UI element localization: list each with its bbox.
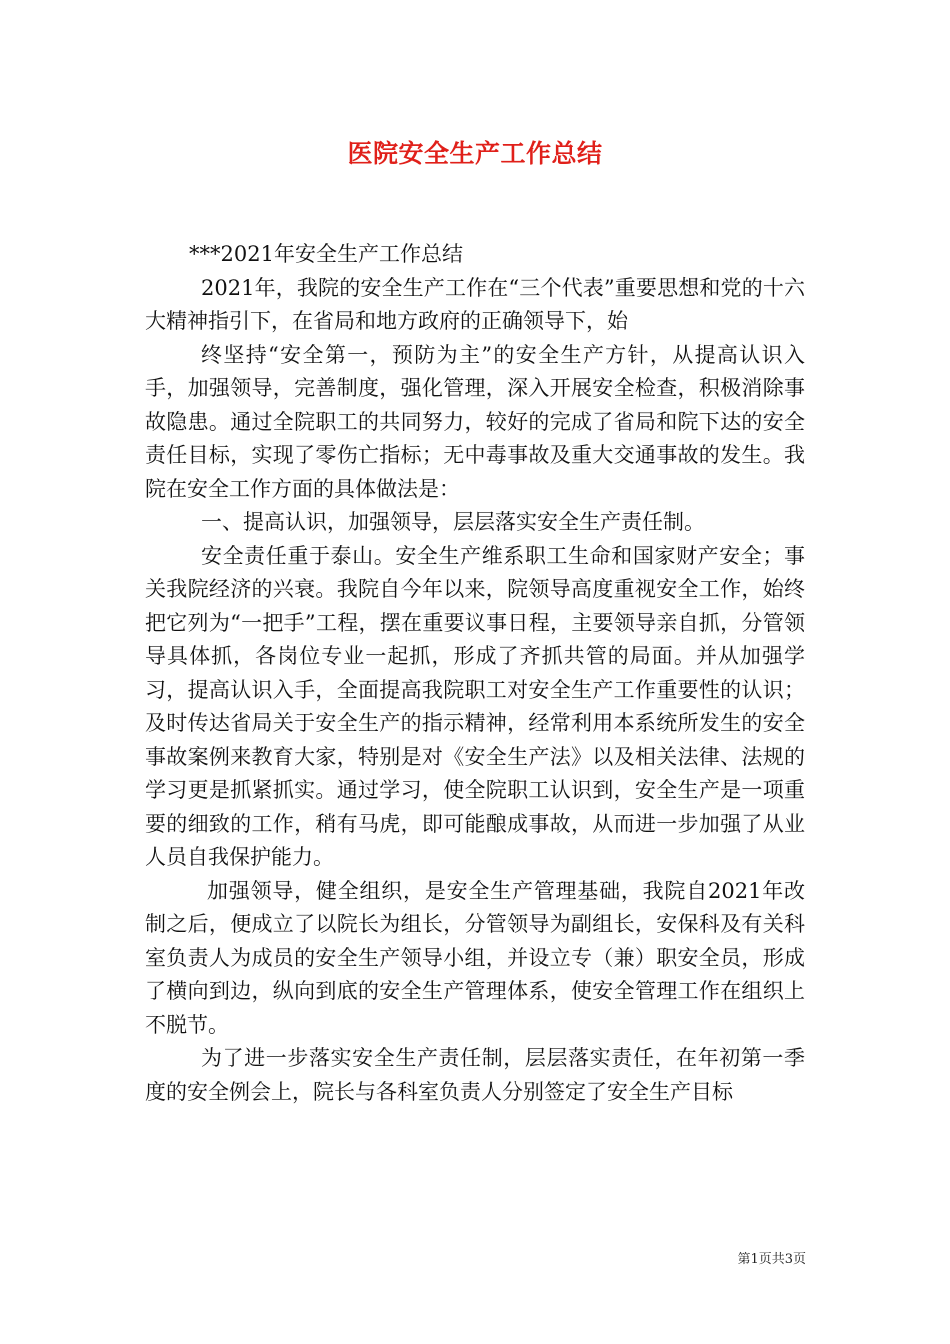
paragraph: 2021年，我院的安全生产工作在“三个代表”重要思想和党的十六大精神指引下，在省局和地方政府的正确领导下，始 [145, 275, 805, 333]
paragraph: 为了进一步落实安全生产责任制，层层落实责任，在年初第一季度的安全例会上，院长与各科室负责人分别签定了安全生产目标 [145, 1046, 805, 1104]
section-heading: 一、提高认识，加强领导，层层落实安全生产责任制。 [201, 510, 705, 534]
document-title: 医院安全生产工作总结 [347, 139, 603, 168]
document-body [145, 238, 805, 1109]
paragraph: 安全责任重于泰山。安全生产维系职工生命和国家财产安全；事关我院经济的兴衰。我院自今年以来，院领导高度重视安全工作，始终把它列为“一把手”工程，摆在重要议事日程，主要领导亲自抓，分管领导具体抓，各岗位专业一起抓，形成了齐抓共管的局面。并从加强学习，提高认识入手，全面提高我院职工对安全生产工作重要性的认识；及时传达省局关于安全生产的指示精神，经常利用本系统所发生的安全事故案例来教育大家，特别是对《安全生产法》以及相关法律、法规的学习更是抓紧抓实。通过学习，使全院职工认识到，安全生产是一项重要的细致的工作，稍有马虎，即可能酿成事故，从而进一步加强了从业人员自我保护能力。 [145, 543, 805, 869]
paragraph: 终坚持“安全第一，预防为主”的安全生产方针，从提高认识入手，加强领导，完善制度，强化管理，深入开展安全检查，积极消除事故隐患。通过全院职工的共同努力，较好的完成了省局和院下达的安全责任目标，实现了零伤亡指标；无中毒事故及重大交通事故的发生。我院在安全工作方面的具体做法是： [145, 342, 805, 501]
document-subtitle: ***2021年安全生产工作总结 [189, 242, 463, 266]
page-number: 第1页共3页 [737, 1252, 806, 1267]
paragraph: 加强领导，健全组织，是安全生产管理基础，我院自2021年改制之后，便成立了以院长为组长，分管领导为副组长，安保科及有关科室负责人为成员的安全生产领导小组，并设立专（兼）职安全员，形成了横向到边，纵向到底的安全生产管理体系，使安全管理工作在组织上不脱节。 [145, 878, 805, 1037]
